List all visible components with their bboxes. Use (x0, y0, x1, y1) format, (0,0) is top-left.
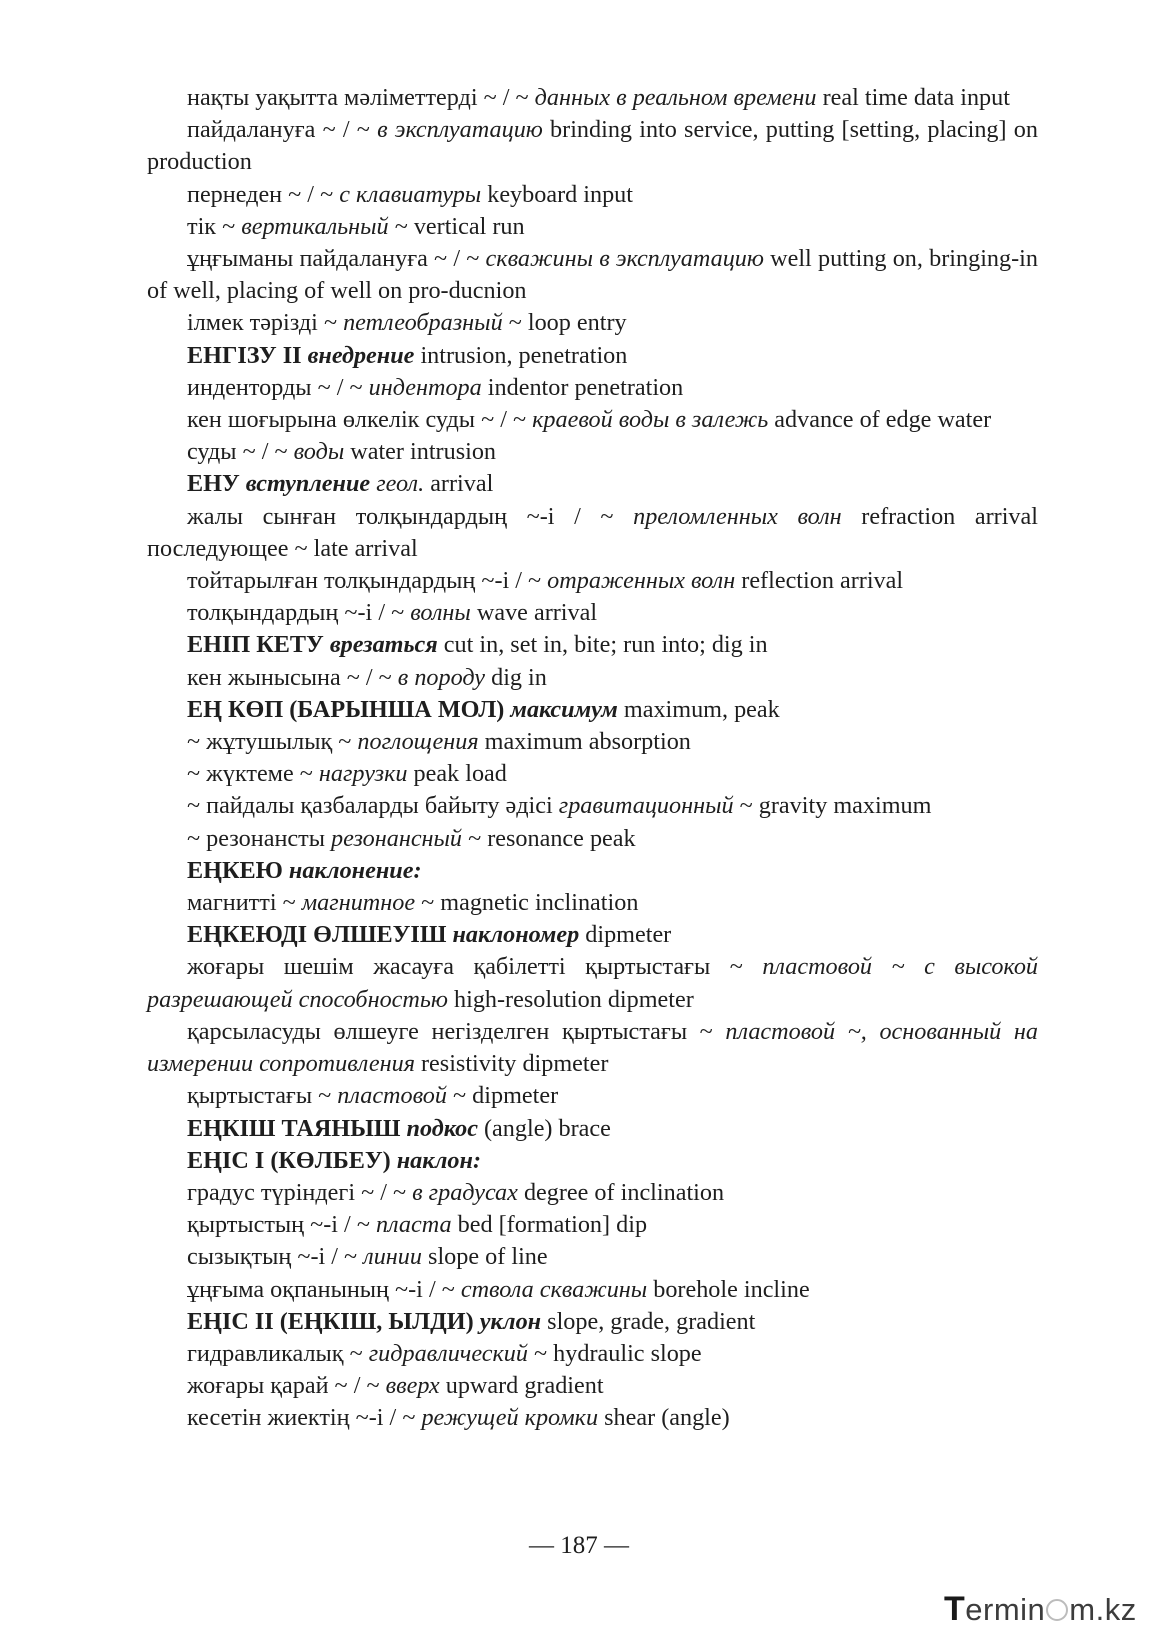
logo-text-part1: ermin (965, 1592, 1046, 1627)
russian-term: в эксплуатацию (377, 116, 543, 144)
globe-icon (1046, 1599, 1068, 1621)
page-number: — 187 — (529, 1532, 629, 1559)
headword: ЕҢКЕЮ (187, 856, 283, 884)
headword-russian: внедрение (307, 341, 415, 369)
russian-term: нагрузки (318, 760, 408, 788)
russian-term: пластовой ~ с высокой разрешающей способностью (147, 953, 1039, 1013)
dictionary-entry (147, 726, 1038, 758)
entry-text: ~ dipmeter (447, 1082, 559, 1110)
dictionary-entry (147, 1241, 1038, 1273)
dictionary-entry (147, 597, 1038, 629)
entry-text: кен жынысына ~ / ~ (187, 663, 398, 691)
headword-russian: наклономер (452, 921, 580, 949)
russian-term: гидравлический (368, 1339, 528, 1367)
dictionary-entry (147, 758, 1038, 790)
dictionary-entry (147, 372, 1038, 404)
entry-text: water intrusion (344, 438, 497, 466)
entry-text: degree of inclination (517, 1178, 725, 1206)
dictionary-entry (147, 243, 1038, 307)
entry-text: кен шоғырына өлкелік суды ~ / ~ (187, 406, 533, 434)
entry-text: ~ loop entry (502, 309, 627, 337)
russian-term: геол. (376, 470, 425, 498)
dictionary-entry (147, 340, 1038, 372)
entry-text: ~ жүктеме ~ (187, 760, 319, 788)
dictionary-entry (147, 1209, 1038, 1241)
entry-text: пайдалануға ~ / ~ (187, 116, 378, 144)
russian-term: данных в реальном времени (534, 84, 817, 111)
russian-term: преломленных волн (633, 502, 842, 530)
entry-text: ұңғыманы пайдалануға ~ / ~ (187, 245, 486, 273)
russian-term: волны (410, 599, 471, 627)
headword: ЕНУ (187, 470, 240, 498)
entry-text: сызықтың ~-і / ~ (187, 1243, 364, 1271)
russian-term: скважины в эксплуатацию (485, 245, 764, 273)
entry-text: (angle) brace (477, 1114, 611, 1142)
entry-text: shear (angle) (598, 1404, 730, 1432)
entry-text: қыртыстың ~-і / ~ (187, 1211, 376, 1239)
terminkom-watermark-logo (944, 1590, 1152, 1630)
entry-text: инденторды ~ / ~ (187, 373, 369, 401)
dictionary-entry (147, 468, 1038, 500)
entry-text: ~ жұтушылық ~ (187, 728, 358, 756)
entry-text: keyboard input (481, 180, 633, 208)
entry-text: ~ gravity maximum (733, 792, 932, 820)
dictionary-entry (147, 790, 1038, 822)
russian-term: петлеобразный (343, 309, 503, 337)
russian-term: пластовой ~, основанный на измерении сопротивления (147, 1017, 1038, 1078)
dictionary-entry (147, 1016, 1038, 1080)
entry-text: wave arrival (470, 599, 598, 627)
dictionary-entry (147, 629, 1038, 661)
dictionary-entry (147, 887, 1038, 919)
dictionary-entry (147, 855, 1038, 887)
entry-text: суды ~ / ~ (187, 438, 294, 466)
russian-term: ствола скважины (460, 1275, 648, 1303)
entry-text: ~ vertical run (388, 212, 525, 240)
dictionary-entry (147, 1274, 1038, 1306)
dictionary-entry (147, 82, 1038, 114)
headword: ЕНІП КЕТУ (187, 631, 324, 659)
headword-russian: подкос (406, 1114, 478, 1142)
dictionary-entry (147, 1402, 1038, 1434)
headword: ЕҢІС І (КӨЛБЕУ) (187, 1146, 391, 1174)
russian-term: в градусах (412, 1178, 518, 1206)
entry-text: peak load (407, 760, 507, 788)
entry-text: толқындардың ~-і / ~ (187, 599, 411, 627)
russian-term: вертикальный (241, 212, 389, 240)
dictionary-entry (147, 1370, 1038, 1402)
headword: ЕҢІС II (ЕҢКІШ, ЫЛДИ) (187, 1307, 474, 1335)
logo-t-icon: T (944, 1590, 966, 1628)
entry-text: real time data input (816, 84, 1010, 111)
entry-text: dipmeter (579, 921, 672, 949)
dictionary-entry (147, 211, 1038, 243)
entry-text: қыртыстағы ~ (187, 1082, 338, 1110)
russian-term: в породу (397, 663, 486, 691)
entry-text: resistivity dipmeter (414, 1050, 609, 1078)
headword-russian: наклон: (396, 1146, 482, 1174)
entry-text: жоғары шешім жасауға қабілетті қыртыстағы ~ (187, 953, 763, 981)
headword: ЕҢ КӨП (БАРЫНША МОЛ) (187, 695, 505, 723)
entry-text: reflection arrival (735, 567, 904, 595)
headword: ЕНГІЗУ II (187, 341, 302, 369)
entry-text: жалы сынған толқындардың ~-і / ~ (187, 502, 634, 530)
headword-russian: максимум (510, 695, 618, 723)
entry-text: ~ magnetic inclination (415, 889, 639, 917)
entry-text: dig in (485, 663, 547, 691)
entry-text: нақты уақытта мәліметтерді ~ / ~ (187, 84, 535, 111)
dictionary-entry (147, 179, 1038, 211)
dictionary-entry (147, 436, 1038, 468)
russian-term: индентора (368, 373, 482, 401)
russian-term: отраженных волн (547, 567, 736, 595)
entry-text: кесетін жиектің ~-і / ~ (187, 1404, 422, 1432)
entry-text: high-resolution dipmeter (447, 985, 694, 1013)
entry-text: indentor penetration (481, 373, 684, 401)
russian-term: режущей кромки (421, 1404, 599, 1432)
dictionary-entry (147, 694, 1038, 726)
dictionary-entry (147, 1306, 1038, 1338)
headword: ЕҢКЕЮДІ ӨЛШЕУІШ (187, 921, 447, 949)
entry-text: slope, grade, gradient (541, 1307, 756, 1335)
dictionary-entry (147, 823, 1038, 855)
russian-term: краевой воды в залежь (532, 406, 769, 434)
dictionary-entry (147, 919, 1038, 951)
dictionary-entries (147, 82, 1038, 1435)
russian-term: пластовой (337, 1082, 447, 1110)
entry-text: upward gradient (439, 1372, 604, 1400)
russian-term: линии (363, 1243, 422, 1271)
entry-text: тік ~ (187, 212, 242, 240)
entry-text: well putting on, bringing-in of well, placing of well on pro-ducnion (147, 245, 1038, 305)
entry-text: ~ пайдалы қазбаларды байыту әдісі (187, 792, 559, 820)
entry-text: қарсыласуды өлшеуге негізделген қыртыстағы ~ (187, 1017, 726, 1045)
entry-text: brinding into service, putting [setting, placing] on production (147, 116, 1038, 176)
entry-text: ілмек тәрізді ~ (187, 309, 344, 337)
dictionary-entry (147, 1177, 1038, 1209)
entry-text: пернеден ~ / ~ (187, 180, 340, 208)
entry-text: ~ resonance peak (462, 824, 636, 852)
russian-term: пласта (375, 1211, 452, 1239)
dictionary-entry (147, 501, 1038, 565)
entry-text: intrusion, penetration (414, 341, 628, 369)
dictionary-entry (147, 1338, 1038, 1370)
entry-text: bed [formation] dip (451, 1211, 648, 1239)
headword-russian: вступление (245, 470, 371, 498)
entry-text: maximum, peak (617, 695, 780, 723)
dictionary-entry (147, 114, 1038, 178)
dictionary-entry (147, 951, 1038, 1015)
entry-text: градус түріндегі ~ / ~ (187, 1178, 413, 1206)
headword: ЕҢКІШ ТАЯНЫШ (187, 1114, 401, 1142)
entry-text: cut in, set in, bite; run into; dig in (437, 631, 768, 659)
entry-text: advance of edge water (768, 406, 992, 434)
russian-term: поглощения (357, 728, 479, 756)
headword-russian: наклонение: (288, 856, 422, 884)
headword-russian: врезаться (329, 631, 438, 659)
dictionary-entry (147, 1113, 1038, 1145)
dictionary-entry (147, 662, 1038, 694)
dictionary-entry (147, 307, 1038, 339)
russian-term: резонансный (331, 824, 463, 852)
entry-text: магнитті ~ (187, 889, 302, 917)
entry-text: slope of line (422, 1243, 548, 1271)
dictionary-entry (147, 1145, 1038, 1177)
entry-text: гидравликалық ~ (187, 1339, 369, 1367)
entry-text: maximum absorption (478, 728, 691, 756)
entry-text: тойтарылған толқындардың ~-і / ~ (187, 567, 548, 595)
entry-text: arrival (424, 470, 494, 498)
dictionary-entry (147, 1080, 1038, 1112)
headword-russian: уклон (479, 1307, 542, 1335)
entry-text: ~ hydraulic slope (528, 1339, 702, 1367)
entry-text: ұңғыма оқпанының ~-і / ~ (187, 1275, 461, 1303)
entry-text: borehole incline (647, 1275, 810, 1303)
dictionary-entry (147, 565, 1038, 597)
russian-term: гравитационный (558, 792, 734, 820)
russian-term: воды (293, 438, 345, 466)
entry-text: ~ резонансты (187, 824, 331, 852)
entry-text: жоғары қарай ~ / ~ (187, 1372, 386, 1400)
entry-text: refraction arrival последующее ~ late arrival (147, 502, 1038, 562)
russian-term: вверх (385, 1372, 440, 1400)
russian-term: магнитное (301, 889, 416, 917)
russian-term: с клавиатуры (339, 180, 482, 208)
dictionary-entry (147, 404, 1038, 436)
logo-text-part2: m.kz (1069, 1592, 1137, 1627)
